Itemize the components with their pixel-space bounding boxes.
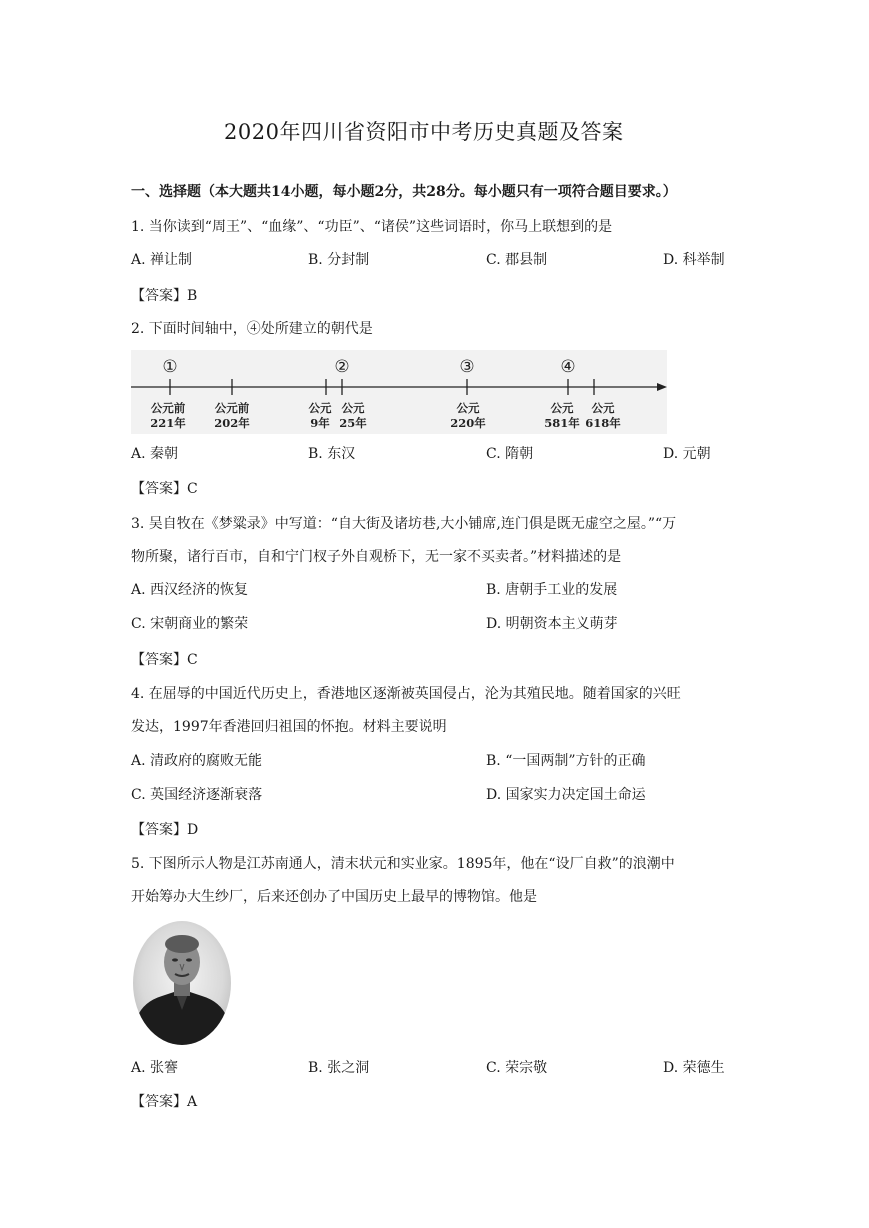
question-3-answer: 【答案】C [131,652,198,668]
tick-label-line1: 公元 [308,401,332,415]
question-2-option-a: A. 秦朝 [131,446,179,462]
question-5-text-line1: 5. 下图所示人物是江苏南通人，清末状元和实业家。1895年，他在“设厂自救”的浪潮中 [131,856,675,872]
question-2-answer: 【答案】C [131,481,198,497]
section-heading: 一、选择题（本大题共14小题，每小题2分，共28分。每小题只有一项符合题目要求。） [131,184,677,200]
question-5-option-a: A. 张謇 [131,1060,179,1076]
question-5-option-b: B. 张之洞 [308,1060,370,1076]
timeline-marker-1: ① [162,357,178,377]
tick-label-line2: 9年 [310,416,330,430]
portrait-photo [132,920,232,1046]
tick-label-line2: 25年 [339,416,367,430]
question-4-option-a: A. 清政府的腐败无能 [131,753,263,769]
question-2-text: 2. 下面时间轴中，④处所建立的朝代是 [131,321,373,337]
question-1-answer: 【答案】B [131,288,198,304]
tick-label-line1: 公元前 [150,401,186,415]
tick-label-line2: 581年 [544,416,580,430]
question-4-answer: 【答案】D [131,822,199,838]
question-4-option-c: C. 英国经济逐渐衰落 [131,787,263,803]
question-2-option-c: C. 隋朝 [486,446,534,462]
question-5-answer: 【答案】A [131,1094,198,1110]
question-4-text-line2: 发达，1997年香港回归祖国的怀抱。材料主要说明 [131,719,447,735]
timeline-marker-3: ③ [459,357,475,377]
question-1-option-a: A. 禅让制 [131,252,193,268]
tick-label-line1: 公元前 [214,401,250,415]
tick-label-line1: 公元 [456,401,480,415]
question-3-option-b: B. 唐朝手工业的发展 [486,582,618,598]
question-5-option-d: D. 荣德生 [663,1060,725,1076]
tick-label-line1: 公元 [550,401,574,415]
question-3-option-a: A. 西汉经济的恢复 [131,582,249,598]
question-3-text-line1: 3. 吴自牧在《梦粱录》中写道：“自大街及诸坊巷,大小铺席,连门俱是既无虚空之屋。”“万 [131,516,677,532]
question-5-text-line2: 开始筹办大生纱厂，后来还创办了中国历史上最早的博物馆。他是 [131,889,537,905]
timeline-svg [131,350,667,434]
question-1-text: 1. 当你读到“周王”、“血缘”、“功臣”、“诸侯”这些词语时，你马上联想到的是 [131,219,613,235]
question-1-option-d: D. 科举制 [663,252,725,268]
tick-label-line2: 220年 [450,416,486,430]
timeline-marker-4: ④ [560,357,576,377]
page-title: 2020年四川省资阳市中考历史真题及答案 [224,120,624,144]
timeline-figure [131,350,667,434]
tick-label-line2: 221年 [150,416,186,430]
question-4-option-b: B. “一国两制”方针的正确 [486,753,646,769]
question-4-option-d: D. 国家实力决定国土命运 [486,787,646,803]
question-3-option-c: C. 宋朝商业的繁荣 [131,616,249,632]
question-1-option-c: C. 郡县制 [486,252,548,268]
tick-label-line2: 202年 [214,416,250,430]
tick-label-line1: 公元 [591,401,615,415]
timeline-marker-2: ② [334,357,350,377]
question-5-option-c: C. 荣宗敬 [486,1060,548,1076]
question-2-option-b: B. 东汉 [308,446,356,462]
question-1-option-b: B. 分封制 [308,252,370,268]
question-4-text-line1: 4. 在屈辱的中国近代历史上，香港地区逐渐被英国侵占，沦为其殖民地。随着国家的兴旺 [131,686,681,702]
question-3-option-d: D. 明朝资本主义萌芽 [486,616,618,632]
portrait-svg [132,920,232,1046]
timeline-arrowhead [657,383,667,391]
tick-label-line2: 618年 [585,416,621,430]
tick-label-line1: 公元 [341,401,365,415]
question-2-option-d: D. 元朝 [663,446,711,462]
question-3-text-line2: 物所聚，诸行百市，自和宁门杈子外自观桥下，无一家不买卖者。”材料描述的是 [131,549,622,565]
